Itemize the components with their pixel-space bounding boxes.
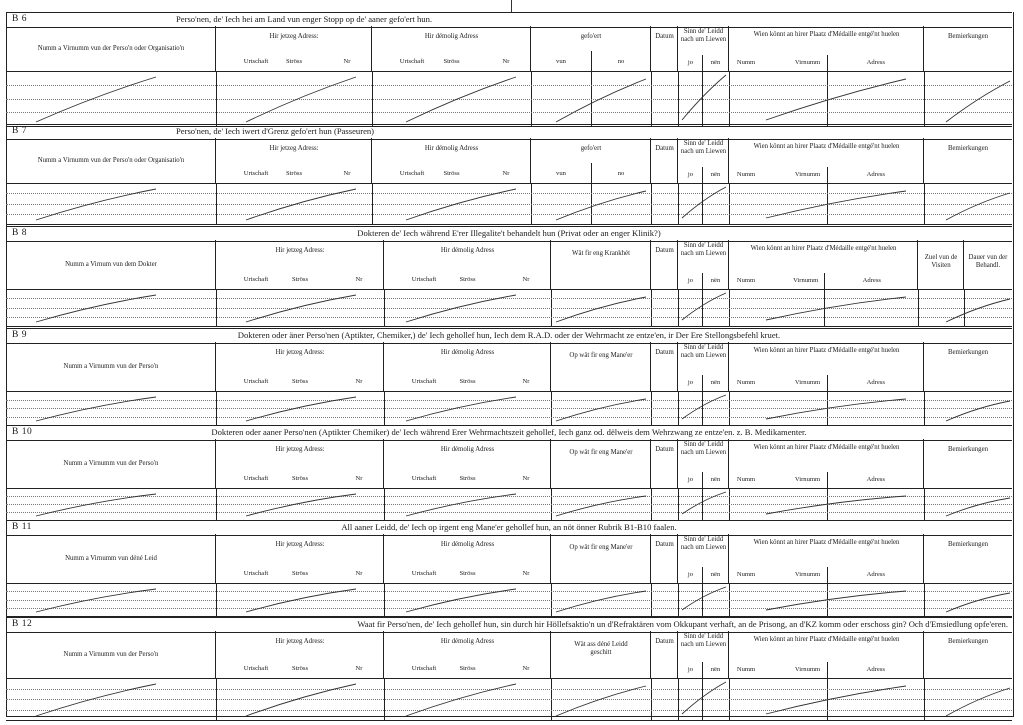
address-label: Adress xyxy=(862,277,881,284)
no-label: nën xyxy=(710,171,721,178)
col-name-header: Numm a Virnumm vun der Perso'n xyxy=(63,650,159,658)
cancel-strokes xyxy=(6,678,1012,720)
cancel-strokes xyxy=(6,391,1012,425)
address-label: Adress xyxy=(866,571,885,578)
former-address-header: Hir démolig Adress xyxy=(424,33,479,40)
current-address-header: Hir jetzeg Adress: xyxy=(275,446,325,453)
strike-line xyxy=(946,299,1010,322)
alive-header: Sinn de' Leidd nach um Liewen xyxy=(680,242,727,257)
strike-line xyxy=(406,189,516,220)
town-label: Urtschaft xyxy=(243,665,269,672)
alive-header: Sinn de' Leidd nach um Liewen xyxy=(680,633,727,648)
strike-line xyxy=(406,397,516,421)
medal-recipient-header: Wien könnt an hirer Plaatz d'Médaille entgé'nt huelen xyxy=(753,347,900,354)
section-header xyxy=(6,534,1012,584)
firstname-label: Virnumm xyxy=(794,476,821,483)
medal-recipient-header: Wien könnt an hirer Plaatz d'Médaille entgé'nt huelen xyxy=(750,245,897,252)
strike-line xyxy=(36,397,156,421)
strike-line xyxy=(556,496,646,516)
middle-column-header: Wät ass déné Leidd geschitt xyxy=(574,641,628,656)
data-row xyxy=(6,289,1012,327)
medal-recipient-header: Wien könnt an hirer Plaatz d'Médaille entgé'nt huelen xyxy=(753,444,900,451)
current-address-header: Hir jetzeg Adress: xyxy=(269,145,319,152)
section-code: B 11 xyxy=(12,522,32,532)
former-address-header: Hir démolig Adress xyxy=(440,541,495,548)
strike-line xyxy=(556,399,646,421)
firstname-label: Virnumm xyxy=(794,571,821,578)
strike-line xyxy=(682,187,726,218)
remarks-header: Bemierkungen xyxy=(947,446,988,453)
col-name-header: Numm a Virnumm vun der Perso'n oder Organisatio'n xyxy=(37,156,185,164)
number-label: Nr xyxy=(355,570,363,577)
surname-label: Numm xyxy=(736,571,756,578)
number-label: Nr xyxy=(522,475,530,482)
street-label: Ströss xyxy=(443,170,460,177)
cancel-strokes xyxy=(6,71,1012,126)
address-label: Adress xyxy=(866,59,885,66)
date-header: Datum xyxy=(655,349,674,356)
town-label: Urtschaft xyxy=(411,570,437,577)
col-name-header: Numm a Virnumm vun déné Leid xyxy=(65,554,157,562)
no-label: nën xyxy=(710,59,721,66)
date-header: Datum xyxy=(655,638,674,645)
remarks-header: Bemierkungen xyxy=(947,145,988,152)
yes-label: jo xyxy=(687,571,694,578)
alive-header: Sinn de' Leidd nach um Liewen xyxy=(680,140,727,155)
strike-line xyxy=(682,587,726,610)
remarks-header: Bemierkungen xyxy=(947,541,988,548)
section-title: Perso'nen, de' Iech hei am Land vun enger Stopp op de' aaner gefo'ert hun. xyxy=(176,14,433,24)
strike-line xyxy=(766,496,906,514)
town-label: Urtschaft xyxy=(411,475,437,482)
section-code: B 10 xyxy=(12,427,33,437)
section-title: Waat fir Perso'nen, de' Iech gehollef hun, sin durch hir Höllefsaktio'n un d'Refraktären vom Okkupant verhaft, an de Prisong, an d'KZ komm oder erschoss gin? Och d'Emsiedlung opfe'eren. xyxy=(357,619,1008,629)
cancel-strokes xyxy=(6,583,1012,616)
cancel-strokes xyxy=(6,183,1012,224)
street-label: Ströss xyxy=(291,570,309,577)
strike-line xyxy=(682,492,726,514)
header-cell xyxy=(551,342,651,391)
date-header: Datum xyxy=(655,247,674,254)
strike-line xyxy=(406,295,516,322)
strike-line xyxy=(946,593,1010,612)
no-label: nën xyxy=(710,666,721,673)
top-tick-mark xyxy=(511,0,512,12)
yes-label: jo xyxy=(687,379,694,386)
surname-label: Numm xyxy=(736,379,756,386)
address-label: Adress xyxy=(866,666,885,673)
strike-line xyxy=(406,77,516,122)
col-name-header: Numm a Virnum vun dem Dokter xyxy=(65,260,157,268)
no-label: nën xyxy=(710,476,721,483)
col-name-header: Numm a Virnumm vun der Perso'n oder Organisatio'n xyxy=(37,44,185,52)
current-address-header: Hir jetzeg Adress: xyxy=(275,349,325,356)
col-name-header: Numm a Virnumm vun der Perso'n xyxy=(63,362,159,370)
section-code: B 9 xyxy=(12,330,27,340)
strike-line xyxy=(946,688,1010,716)
medal-recipient-header: Wien könnt an hirer Plaatz d'Médaille entgé'nt huelen xyxy=(753,636,900,643)
section-title: Perso'nen, de' Iech iwert d'Grenz gefo'ert hun (Passeuren) xyxy=(176,126,375,136)
town-label: Urtschaft xyxy=(243,58,269,65)
date-header: Datum xyxy=(655,145,674,152)
street-label: Ströss xyxy=(459,665,476,672)
section-header xyxy=(6,439,1012,489)
section-b11 xyxy=(6,520,1012,616)
header-cell xyxy=(551,240,651,289)
strike-line xyxy=(36,77,156,122)
section-b12 xyxy=(6,617,1012,720)
strike-line xyxy=(556,297,646,322)
former-address-header: Hir démolig Adress xyxy=(440,349,495,356)
strike-line xyxy=(36,295,156,322)
number-label: Nr xyxy=(343,58,351,65)
firstname-label: Virnumm xyxy=(793,277,819,284)
section-b7 xyxy=(6,124,1012,224)
cancel-strokes xyxy=(6,289,1012,326)
firstname-label: Virnumm xyxy=(794,379,821,386)
strike-line xyxy=(946,401,1010,421)
data-row xyxy=(6,583,1012,617)
col-name-header: Numm a Virnumm vun der Perso'n xyxy=(63,459,159,467)
strike-line xyxy=(36,494,156,516)
header-cell xyxy=(551,439,651,488)
header-cell xyxy=(551,534,651,583)
town-label: Urtschaft xyxy=(243,378,269,385)
town-label: Urtschaft xyxy=(411,378,437,385)
remarks-header: Bemierkungen xyxy=(947,33,988,40)
current-address-header: Hir jetzeg Adress: xyxy=(269,33,319,40)
strike-line xyxy=(246,295,356,322)
remarks-header: Bemierkungen xyxy=(947,349,988,356)
alive-header: Sinn de' Leidd nach um Liewen xyxy=(680,344,727,359)
no-label: nën xyxy=(710,277,721,284)
strike-line xyxy=(946,81,1010,122)
current-address-header: Hir jetzeg Adress: xyxy=(275,541,325,548)
address-label: Adress xyxy=(866,379,885,386)
former-address-header: Hir démolig Adress xyxy=(440,638,495,645)
yes-label: jo xyxy=(687,666,694,673)
section-code: B 6 xyxy=(12,14,27,24)
town-label: Urtschaft xyxy=(411,665,437,672)
strike-line xyxy=(946,498,1010,516)
strike-line xyxy=(406,684,516,716)
section-code: B 12 xyxy=(12,619,33,629)
yes-label: jo xyxy=(687,476,694,483)
data-row xyxy=(6,183,1012,225)
no-label: nën xyxy=(710,571,721,578)
street-label: Ströss xyxy=(443,58,460,65)
section-title: All aaner Leidd, de' Iech op irgent eng Mane'er gehollef hun, an nöt önner Rubrik B1-B10 faalen. xyxy=(341,522,677,532)
no-label: nën xyxy=(710,379,721,386)
from-label: vun xyxy=(556,170,566,177)
cancel-strokes xyxy=(6,488,1012,520)
street-label: Ströss xyxy=(285,170,303,177)
section-header xyxy=(6,240,1012,290)
street-label: Ströss xyxy=(459,276,476,283)
strike-line xyxy=(246,397,356,421)
section-title: Dokteren de' Iech während E'rer Illegalite't behandelt hun (Privat oder an enger Klinik?) xyxy=(357,228,661,238)
section-b6 xyxy=(6,12,1012,126)
from-label: vun xyxy=(556,58,566,65)
middle-column-header: Op wät fir eng Mane'er xyxy=(569,544,633,551)
strike-line xyxy=(246,494,356,516)
town-label: Urtschaft xyxy=(243,570,269,577)
number-label: Nr xyxy=(522,276,530,283)
strike-line xyxy=(36,684,156,716)
number-label: Nr xyxy=(522,570,530,577)
street-label: Ströss xyxy=(291,475,309,482)
strike-line xyxy=(766,297,906,320)
address-label: Adress xyxy=(866,476,885,483)
town-label: Urtschaft xyxy=(243,475,269,482)
strike-line xyxy=(766,79,906,120)
town-label: Urtschaft xyxy=(243,170,269,177)
alive-header: Sinn de' Leidd nach um Liewen xyxy=(680,28,727,43)
street-label: Ströss xyxy=(291,378,309,385)
visits-header: Zuel vun de Visiten xyxy=(924,254,958,269)
strike-line xyxy=(946,193,1010,220)
surname-label: Numm xyxy=(736,277,756,284)
number-label: Nr xyxy=(522,378,530,385)
firstname-label: Virnumm xyxy=(794,59,821,66)
middle-column-header: Wät fir eng Krankhét xyxy=(572,250,630,257)
yes-label: jo xyxy=(687,59,694,66)
to-label: no xyxy=(617,170,625,177)
yes-label: jo xyxy=(687,171,694,178)
data-row xyxy=(6,488,1012,521)
former-address-header: Hir démolig Adress xyxy=(440,446,495,453)
strike-line xyxy=(246,189,356,220)
number-label: Nr xyxy=(343,170,351,177)
data-row xyxy=(6,391,1012,426)
current-address-header: Hir jetzeg Adress: xyxy=(275,638,325,645)
strike-line xyxy=(246,684,356,716)
number-label: Nr xyxy=(355,665,363,672)
date-header: Datum xyxy=(655,541,674,548)
strike-line xyxy=(556,79,646,122)
section-header xyxy=(6,26,1012,72)
strike-line xyxy=(766,591,906,610)
number-label: Nr xyxy=(502,58,510,65)
street-label: Ströss xyxy=(285,58,303,65)
data-row xyxy=(6,678,1012,721)
section-header xyxy=(6,631,1012,679)
street-label: Ströss xyxy=(459,570,476,577)
street-label: Ströss xyxy=(291,665,309,672)
strike-line xyxy=(766,686,906,714)
duration-header: Dauer vun der Behandl. xyxy=(968,254,1008,269)
strike-line xyxy=(406,494,516,516)
former-address-header: Hir démolig Adress xyxy=(440,247,495,254)
number-label: Nr xyxy=(522,665,530,672)
strike-line xyxy=(556,686,646,716)
town-label: Urtschaft xyxy=(411,276,437,283)
middle-column-header: gefo'ert xyxy=(580,33,602,40)
surname-label: Numm xyxy=(736,59,756,66)
to-label: no xyxy=(617,58,625,65)
middle-column-header: Op wät fir eng Mane'er xyxy=(569,449,633,456)
section-code: B 8 xyxy=(12,228,27,238)
number-label: Nr xyxy=(355,475,363,482)
medal-recipient-header: Wien könnt an hirer Plaatz d'Médaille entgé'nt huelen xyxy=(753,143,900,150)
strike-line xyxy=(766,191,906,218)
section-b9 xyxy=(6,328,1012,425)
town-label: Urtschaft xyxy=(399,58,425,65)
medal-recipient-header: Wien könnt an hirer Plaatz d'Médaille entgé'nt huelen xyxy=(753,539,900,546)
current-address-header: Hir jetzeg Adress: xyxy=(275,247,325,254)
town-label: Urtschaft xyxy=(399,170,425,177)
strike-line xyxy=(556,591,646,612)
strike-line xyxy=(556,191,646,220)
former-address-header: Hir démolig Adress xyxy=(424,145,479,152)
strike-line xyxy=(246,77,356,122)
strike-line xyxy=(682,75,726,120)
strike-line xyxy=(682,293,726,320)
strike-line xyxy=(766,399,906,419)
middle-column-header: gefo'ert xyxy=(580,145,602,152)
yes-label: jo xyxy=(687,277,694,284)
section-code: B 7 xyxy=(12,126,27,136)
medal-recipient-header: Wien könnt an hirer Plaatz d'Médaille entgé'nt huelen xyxy=(753,31,900,38)
section-title: Dokteren oder aaner Perso'nen (Aptikter Chemiker) de' Iech während Erer Wehrmachtszeit gehollef, Iech ganz od. dëlweis dem Wehrzwang ze entze'en. z. B. Medikamenter. xyxy=(211,427,807,437)
street-label: Ströss xyxy=(291,276,309,283)
strike-line xyxy=(246,589,356,612)
street-label: Ströss xyxy=(459,378,476,385)
strike-line xyxy=(682,395,726,419)
firstname-label: Virnumm xyxy=(794,666,821,673)
section-header xyxy=(6,138,1012,184)
number-label: Nr xyxy=(355,378,363,385)
date-header: Datum xyxy=(655,33,674,40)
alive-header: Sinn de' Leidd nach um Liewen xyxy=(680,441,727,456)
strike-line xyxy=(406,589,516,612)
section-title: Dokteren oder äner Perso'nen (Aptikter, Chemiker,) de' Iech gehollef hun, Iech dem R.A.D. oder der Wehrmacht ze entze'en, ir Der Ere Stellongsbefehl kruet. xyxy=(237,330,781,340)
surname-label: Numm xyxy=(736,171,756,178)
surname-label: Numm xyxy=(736,666,756,673)
strike-line xyxy=(36,189,156,220)
number-label: Nr xyxy=(355,276,363,283)
section-b8 xyxy=(6,226,1012,326)
data-row xyxy=(6,71,1012,127)
alive-header: Sinn de' Leidd nach um Liewen xyxy=(680,536,727,551)
middle-column-header: Op wät fir eng Mane'er xyxy=(569,352,633,359)
section-b10 xyxy=(6,425,1012,520)
town-label: Urtschaft xyxy=(243,276,269,283)
section-header xyxy=(6,342,1012,392)
street-label: Ströss xyxy=(459,475,476,482)
address-label: Adress xyxy=(866,171,885,178)
firstname-label: Virnumm xyxy=(794,171,821,178)
number-label: Nr xyxy=(502,170,510,177)
surname-label: Numm xyxy=(736,476,756,483)
strike-line xyxy=(682,682,726,714)
strike-line xyxy=(36,589,156,612)
date-header: Datum xyxy=(655,446,674,453)
remarks-header: Bemierkungen xyxy=(947,638,988,645)
